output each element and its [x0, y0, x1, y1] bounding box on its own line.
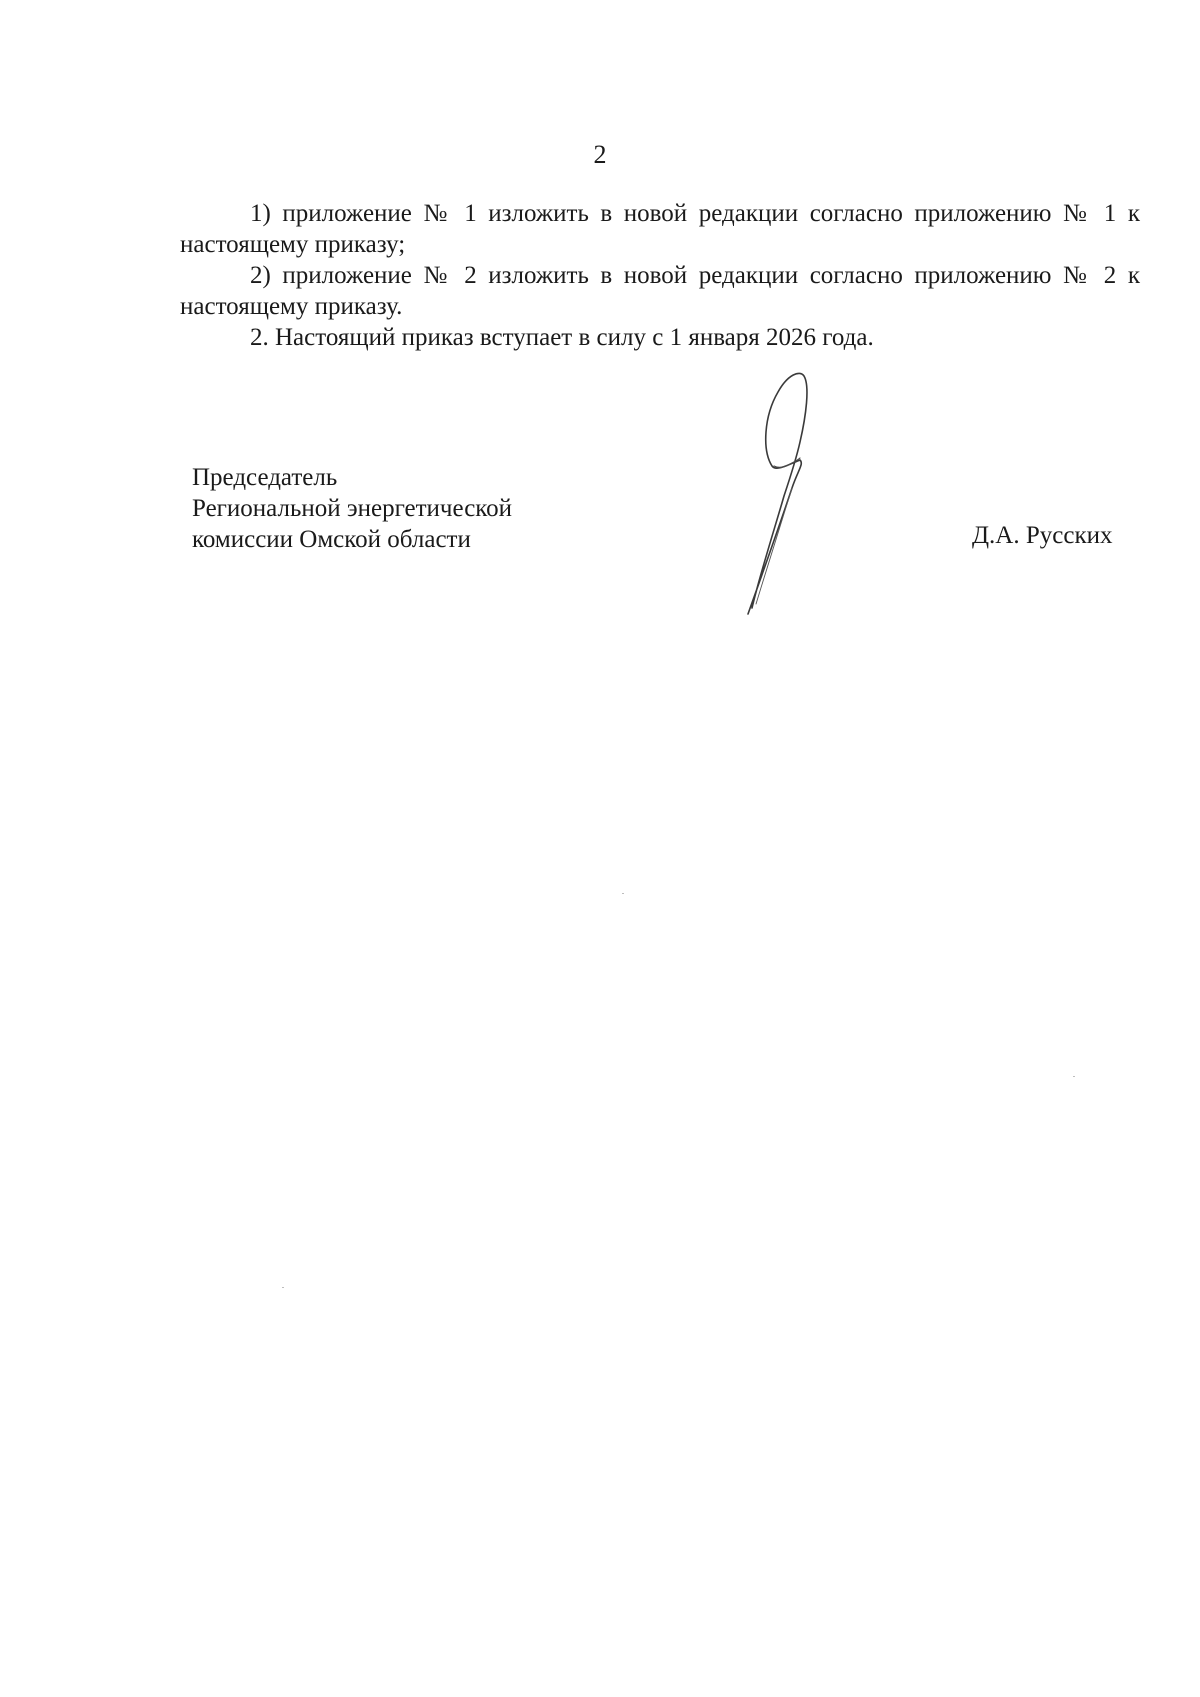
- scan-speck: [282, 1287, 284, 1288]
- handwritten-signature-icon: [740, 368, 870, 618]
- page-number: 2: [593, 140, 607, 169]
- signatory-position: [192, 462, 512, 555]
- signatory-position-line-1: Председатель: [192, 464, 338, 491]
- paragraph-item-1: 1) приложение № 1 изложить в новой редакции согласно приложению № 1 к настоящему приказу;: [180, 200, 1140, 258]
- paragraph-item-2: 2) приложение № 2 изложить в новой редакции согласно приложению № 2 к настоящему приказу.: [180, 262, 1140, 320]
- scan-speck: [622, 893, 624, 894]
- signatory-position-line-2: Региональной энергетической: [192, 495, 513, 522]
- paragraph-effective-date: 2. Настоящий приказ вступает в силу с 1 января 2026 года.: [250, 324, 874, 351]
- scan-speck: [1073, 1076, 1075, 1077]
- document-body: [180, 198, 1140, 353]
- signatory-name: Д.А. Русских: [972, 522, 1113, 549]
- signatory-position-line-3: комиссии Омской области: [192, 526, 471, 553]
